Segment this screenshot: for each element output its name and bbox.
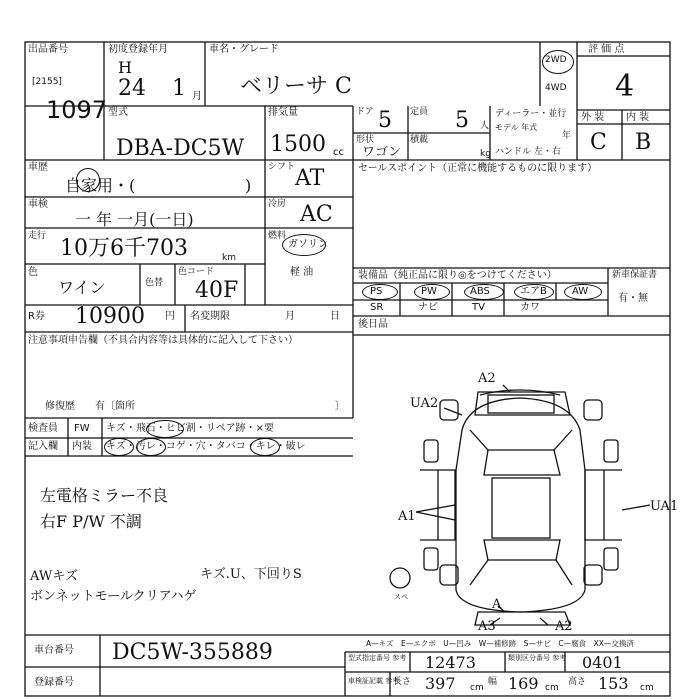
notes-label: 注意事項申告欄（不具合内容等は具体的に記入して下さい） <box>28 335 298 346</box>
type-no-label: 型式指定番号 参考 <box>348 654 407 662</box>
capacity-value: 5 <box>455 108 469 133</box>
width-unit: cm <box>545 683 559 693</box>
inspector-label-2: 記入欄 <box>28 441 58 452</box>
reg-era: H <box>118 58 132 77</box>
fuel-gasoline: ガソリン <box>288 239 328 250</box>
eval-label: 評 価 点 <box>588 44 625 55</box>
legend: A—キズ E—エクボ U—凹み W—補修跡 S—サビ C—腐食 XX—交換済 <box>366 639 634 648</box>
color-code-label: 色コード <box>178 267 215 277</box>
inspector-label-1: 検査員 <box>28 423 58 434</box>
equip-abs: ABS <box>470 286 490 297</box>
class-no-value: 0401 <box>582 653 623 672</box>
fw-items: キズ・飛石・ヒビ割・リペア跡・×要 <box>106 423 274 434</box>
chassis-label: 車台番号 <box>34 645 74 656</box>
fuel-diesel: 軽 油 <box>290 267 314 278</box>
day-unit: 日 <box>330 311 340 322</box>
lot-no: 1097 <box>46 96 108 124</box>
interior-insp-label: 内装 <box>72 441 92 452</box>
repair-label: 修復歴 有〔箇所 <box>45 401 135 412</box>
name-change-label: 名変期限 <box>190 311 230 322</box>
dims-label: 車検証記載 参考 <box>348 677 400 685</box>
person-unit: 人 <box>480 121 490 131</box>
year-unit: 年 <box>562 131 572 141</box>
yen-unit: 円 <box>165 311 175 322</box>
length-unit: cm <box>470 683 484 693</box>
lot-sub: [2155] <box>32 77 62 87</box>
cc-unit: cc <box>333 147 344 158</box>
width-value: 169 <box>508 674 539 693</box>
displacement-value: 1500 <box>270 132 326 157</box>
reg-no-label: 登録番号 <box>34 677 74 688</box>
sales-point-label: セールスポイント（正常に機能するものに限ります） <box>358 163 598 174</box>
inspection-label: 車検 <box>28 199 48 210</box>
chip-circle <box>146 420 184 438</box>
color-code-value: 40F <box>195 278 239 303</box>
capacity-label: 定員 <box>410 107 429 117</box>
height-unit: cm <box>640 683 654 693</box>
history-value: 自家用・( <box>65 176 136 195</box>
model-label: 型式 <box>108 107 128 118</box>
fuel-label: 燃料 <box>268 231 287 241</box>
comment-2: 右F P/W 不調 <box>40 512 142 531</box>
exterior-grade: C <box>590 130 607 155</box>
interior-grade: B <box>635 130 652 155</box>
model-value: DBA-DC5W <box>116 136 245 161</box>
eval-score: 4 <box>615 69 635 104</box>
displacement-label: 排気量 <box>268 107 298 118</box>
km-unit: km <box>222 253 236 263</box>
reg-month-unit: 月 <box>192 91 202 102</box>
exterior-label: 外 装 <box>581 112 605 123</box>
reg-month: 1 <box>172 76 186 101</box>
equip-leather: カワ <box>520 302 540 313</box>
comment-4: キズ.U、下回りS <box>200 567 302 582</box>
width-label: 幅 <box>488 677 498 687</box>
equip-aw: AW <box>572 286 589 297</box>
door-value: 5 <box>378 108 392 133</box>
chassis-value: DC5W-355889 <box>112 640 273 665</box>
inspection-value: 一 年 一月(一日) <box>75 210 194 229</box>
mark-a: A <box>492 597 502 612</box>
recycle-label: R券 <box>28 311 45 322</box>
interior-items: キズ・汚レ・コゲ・穴・タバコ・キレ・破レ <box>106 441 306 452</box>
equipment-label: 装備品（純正品に限り◎をつけてください） <box>358 270 557 281</box>
reg-year: 24 <box>118 76 146 101</box>
car-name: ベリーサ C <box>240 74 352 99</box>
mark-ua1: UA1 <box>650 499 679 514</box>
spare-label: スペ <box>394 593 408 601</box>
scratch-circle <box>104 438 134 456</box>
ac-value: AC <box>300 202 333 227</box>
equip-airbag: エアB <box>520 286 547 297</box>
reg-label: 初度登録年月 <box>108 44 168 55</box>
equip-navi: ナビ <box>418 302 438 313</box>
mark-ua2: UA2 <box>410 396 439 411</box>
burn-circle <box>250 438 280 456</box>
fw-label: FW <box>74 423 90 434</box>
shape-value: ワゴン <box>362 145 402 160</box>
color-value: ワイン <box>58 278 106 297</box>
model-year-label: モデル 年式 <box>495 123 538 132</box>
manual-label: 新車保証書 <box>612 270 658 280</box>
comment-3: AWキズ <box>30 569 78 584</box>
handle-label: ハンドル 左・右 <box>495 147 561 157</box>
load-label: 積載 <box>410 135 429 145</box>
equip-ps: PS <box>370 286 383 297</box>
door-label: ドア <box>356 107 374 117</box>
length-label: 長さ <box>393 677 412 687</box>
manual-value: 有・無 <box>618 293 648 304</box>
equip-tv: TV <box>472 302 485 313</box>
comment-5: ボンネットモールクリアハゲ <box>30 589 197 604</box>
history-paren: ) <box>245 176 252 195</box>
car-diagram <box>390 385 650 625</box>
kg-unit: kg <box>480 149 491 159</box>
repair-close: 〕 <box>335 401 345 412</box>
dealer-label: ディーラー・並行 <box>495 109 567 119</box>
equip-sr: SR <box>370 302 384 313</box>
stain-circle <box>136 438 166 456</box>
shift-label: シフト <box>268 162 296 172</box>
mileage-label: 走行 <box>28 231 47 241</box>
drive-4wd: 4WD <box>545 83 567 93</box>
shift-value: AT <box>295 166 325 191</box>
lot-no-label: 出品番号 <box>28 44 68 55</box>
history-label: 車歴 <box>28 162 48 173</box>
ac-label: 冷房 <box>268 199 287 209</box>
type-no-value: 12473 <box>425 653 476 672</box>
mark-a2-top: A2 <box>478 371 496 386</box>
drive-2wd: 2WD <box>545 55 567 65</box>
shape-label: 形状 <box>356 135 375 145</box>
comment-1: 左電格ミラー不良 <box>40 486 169 505</box>
mileage-value: 10万6千703 <box>60 236 188 261</box>
mark-a2-bottom: A2 <box>555 619 573 634</box>
interior-label: 内 装 <box>626 112 650 123</box>
mark-a1: A1 <box>398 509 416 524</box>
color-label: 色 <box>28 267 38 278</box>
height-value: 153 <box>598 674 629 693</box>
height-label: 高さ <box>568 677 587 687</box>
color-change-label: 色替 <box>145 278 164 288</box>
recycle-value: 10900 <box>75 304 145 329</box>
name-label: 車名・グレード <box>209 44 279 55</box>
mark-a3: A3 <box>478 619 496 634</box>
aftermarket-label: 後日品 <box>358 319 388 330</box>
equip-pw: PW <box>421 286 437 297</box>
length-value: 397 <box>425 674 456 693</box>
month-unit: 月 <box>285 311 295 322</box>
class-no-label: 類別区分番号 参考 <box>508 654 567 662</box>
